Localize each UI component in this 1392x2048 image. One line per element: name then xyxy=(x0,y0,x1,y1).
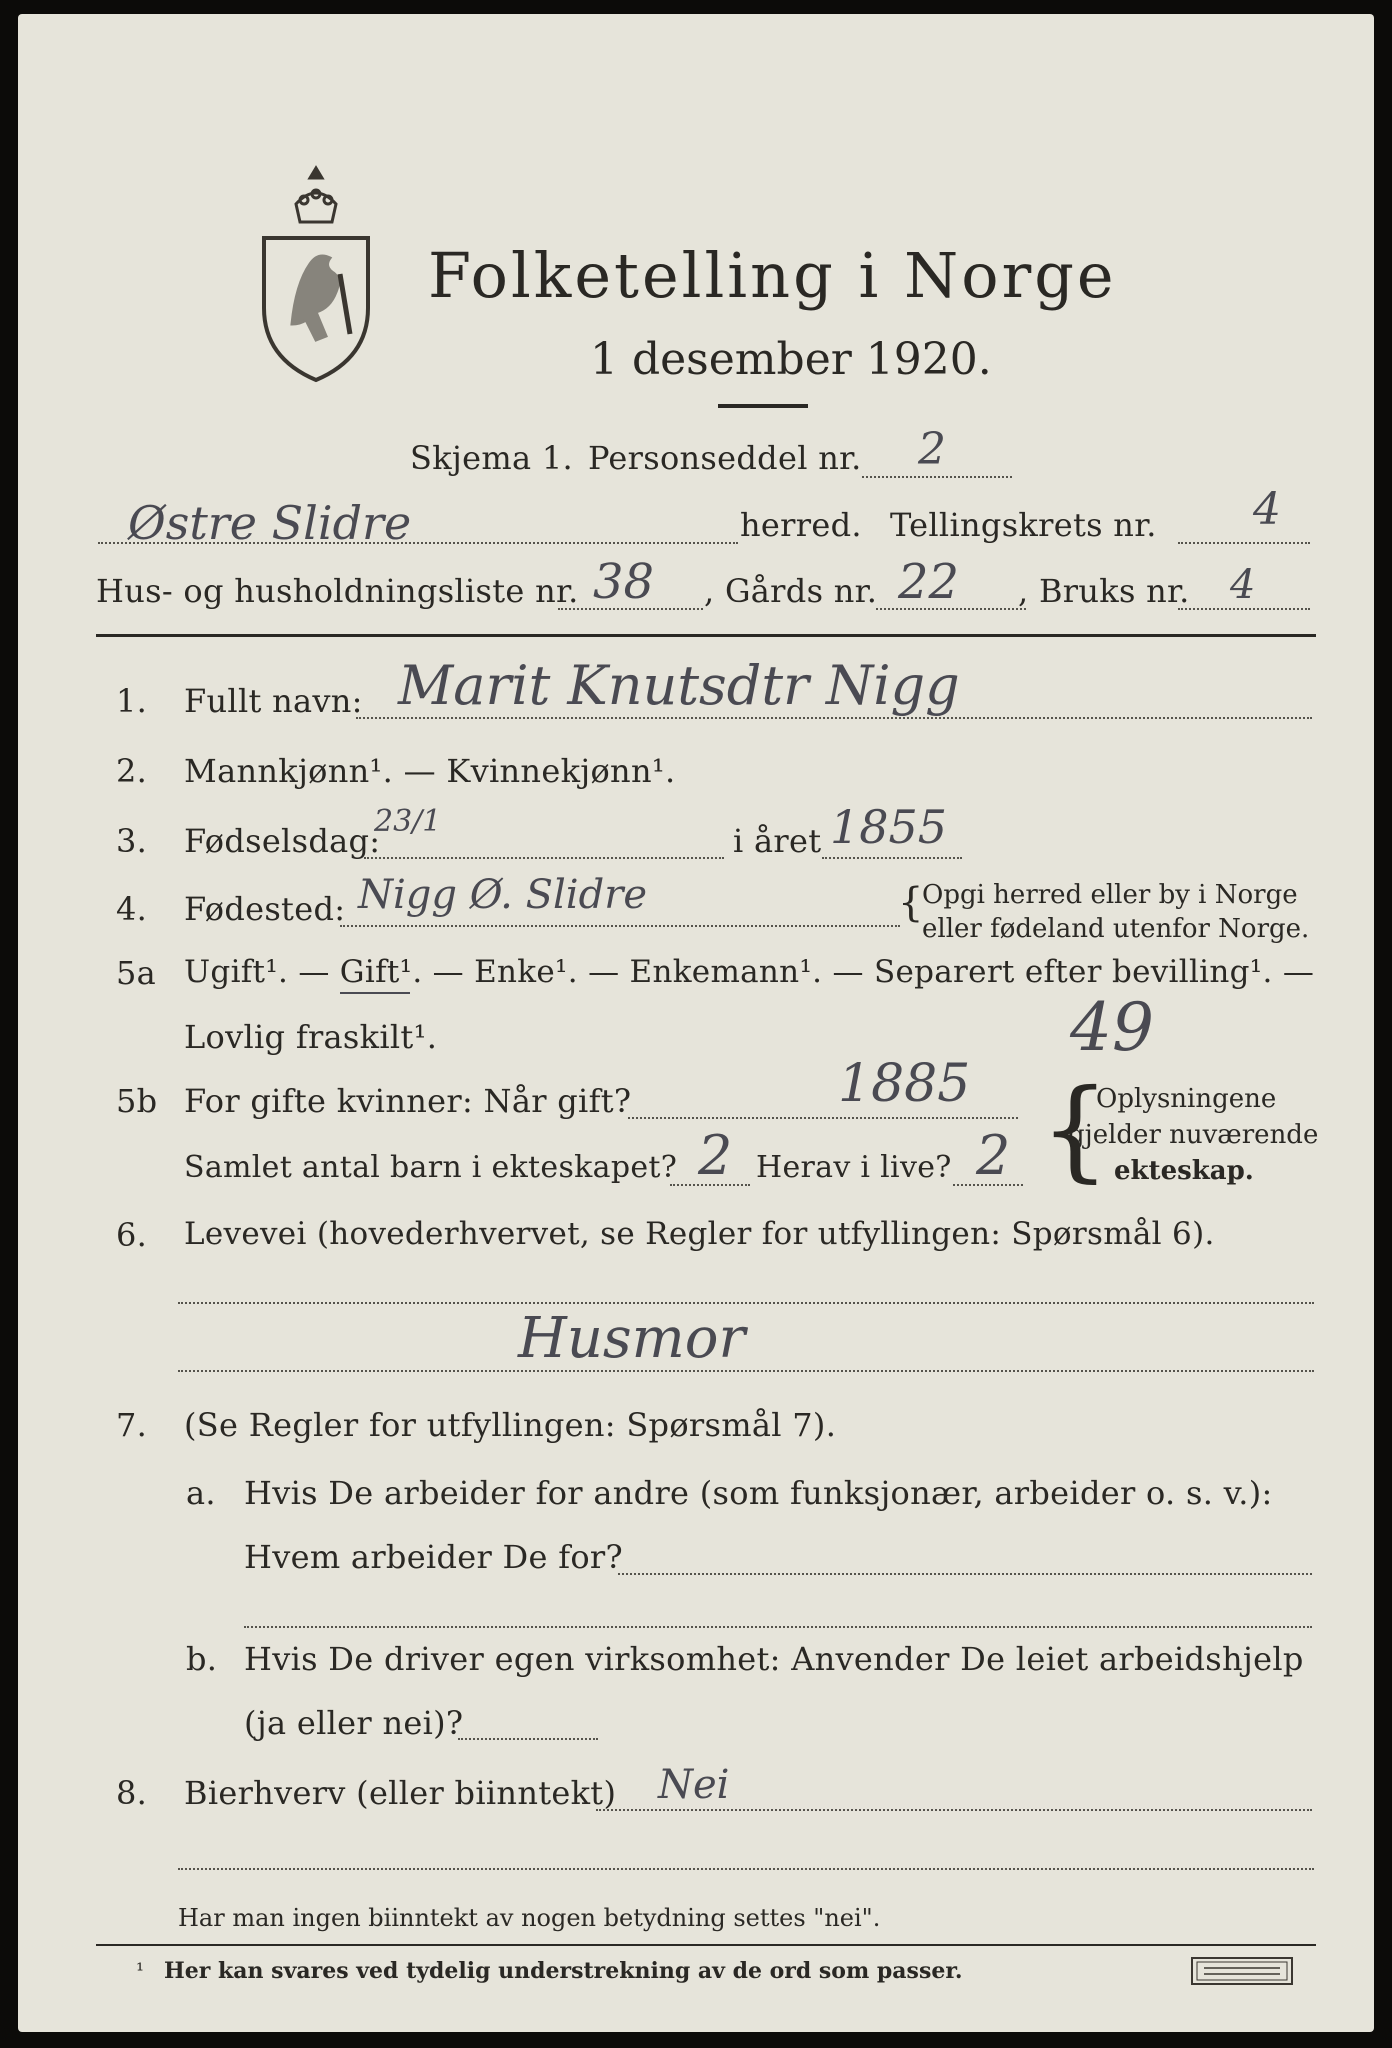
q7a-line-1 xyxy=(618,1573,1312,1575)
q7b-label2: (ja eller nei)? xyxy=(244,1704,464,1742)
q8-label: Bierhverv (eller biinntekt) xyxy=(184,1774,617,1812)
q3-number: 3. xyxy=(116,822,148,860)
children-alive-value[interactable]: 2 xyxy=(976,1124,1011,1187)
birthplace-value[interactable]: Nigg Ø. Slidre xyxy=(358,872,647,918)
q5a-number: 5a xyxy=(116,954,157,992)
bruks-label: , Bruks nr. xyxy=(1018,572,1190,610)
q5b-note-1: Oplysningene xyxy=(1096,1084,1277,1114)
personseddel-label: Personseddel nr. xyxy=(588,439,862,477)
herred-label: herred. xyxy=(740,506,862,544)
q8-number: 8. xyxy=(116,1774,148,1812)
q7b-line xyxy=(458,1738,598,1740)
q5a-label2: Lovlig fraskilt¹. xyxy=(184,1018,438,1056)
tellingskrets-label: Tellingskrets nr. xyxy=(890,506,1157,544)
q3-year-line xyxy=(822,857,962,859)
q5a-label: Ugift¹. — Gift¹. — Enke¹. — Enkemann¹. — Separert efter bevilling¹. — xyxy=(184,954,1315,990)
tellingskrets-value[interactable]: 4 xyxy=(1253,484,1281,535)
q2-number: 2. xyxy=(116,752,148,790)
q5b-line xyxy=(628,1117,1018,1119)
q7a-number: a. xyxy=(186,1474,216,1512)
q8-line-1 xyxy=(596,1809,1312,1811)
header-divider xyxy=(96,634,1316,637)
footer-divider xyxy=(96,1944,1316,1946)
q4-label: Fødested: xyxy=(184,890,346,928)
q6-number: 6. xyxy=(116,1216,148,1254)
form-title: Folketelling i Norge xyxy=(428,239,1117,312)
children-total-value[interactable]: 2 xyxy=(698,1124,733,1187)
census-date: 1 desember 1920. xyxy=(590,334,992,385)
q6-line-1 xyxy=(178,1302,1314,1304)
q5b-note-3: ekteskap. xyxy=(1114,1156,1254,1186)
coat-of-arms-icon xyxy=(256,164,376,384)
q4-brace: { xyxy=(898,880,924,926)
hus-value[interactable]: 38 xyxy=(593,554,655,610)
q7b-number: b. xyxy=(186,1640,218,1678)
personseddel-value[interactable]: 2 xyxy=(918,424,946,475)
q7a-label2: Hvem arbeider De for? xyxy=(244,1538,623,1576)
side-income-value[interactable]: Nei xyxy=(658,1762,730,1808)
q7-number: 7. xyxy=(116,1406,148,1444)
bruks-value[interactable]: 4 xyxy=(1230,562,1256,608)
herred-value[interactable]: Østre Slidre xyxy=(128,496,412,550)
q1-line xyxy=(356,717,1312,719)
q3-line xyxy=(364,857,724,859)
q6-line-2 xyxy=(178,1370,1314,1372)
q3-label: Fødselsdag: xyxy=(184,822,381,860)
title-divider xyxy=(718,404,808,408)
occupation-value[interactable]: Husmor xyxy=(518,1306,746,1371)
q4-line xyxy=(340,925,900,927)
q7-label: (Se Regler for utfyllingen: Spørsmål 7). xyxy=(184,1406,837,1444)
tellingskrets-line xyxy=(1178,542,1310,544)
birth-day-value[interactable]: 23/1 xyxy=(374,804,442,839)
gift-underline xyxy=(340,992,410,994)
q5b-label: For gifte kvinner: Når gift? xyxy=(184,1082,632,1120)
q5b-children-label: Samlet antal barn i ekteskapet? xyxy=(184,1150,678,1185)
q5b-note-2: gjelder nuværende xyxy=(1068,1120,1319,1150)
q4-note-2: eller fødeland utenfor Norge. xyxy=(922,914,1310,944)
q7b-label: Hvis De driver egen virksomhet: Anvender De leiet arbeidshjelp xyxy=(244,1640,1304,1678)
footnote-text: Her kan svares ved tydelig understrekning av de ord som passer. xyxy=(164,1958,963,1984)
birth-year-value[interactable]: 1855 xyxy=(830,800,948,854)
q1-number: 1. xyxy=(116,682,148,720)
q1-label: Fullt navn: xyxy=(184,682,363,720)
q5b-number: 5b xyxy=(116,1082,158,1120)
q5b-brace: { xyxy=(1040,1065,1110,1193)
q7a-label: Hvis De arbeider for andre (som funksjonær, arbeider o. s. v.): xyxy=(244,1474,1273,1512)
gards-label: , Gårds nr. xyxy=(704,572,878,610)
census-form xyxy=(18,14,1374,2032)
q2-label: Mannkjønn¹. — Kvinnekjønn¹. xyxy=(184,752,676,790)
hus-label: Hus- og husholdningsliste nr. xyxy=(96,572,579,610)
q6-label: Levevei (hovederhvervet, se Regler for utfyllingen: Spørsmål 6). xyxy=(184,1216,1215,1252)
gards-value[interactable]: 22 xyxy=(898,554,960,610)
marriage-year-value[interactable]: 1885 xyxy=(838,1054,971,1114)
nei-note: Har man ingen biinntekt av nogen betydning settes "nei". xyxy=(178,1904,881,1932)
personseddel-line xyxy=(862,476,1012,478)
q4-note-1: Opgi herred eller by i Norge xyxy=(922,880,1298,910)
q3-year-label: i året xyxy=(733,822,822,860)
age-note[interactable]: 49 xyxy=(1070,989,1154,1066)
schema-label: Skjema 1. xyxy=(410,439,573,477)
q7a-line-2 xyxy=(244,1626,1312,1628)
footnote-mark: ¹ xyxy=(136,1958,145,1982)
printer-stamp-icon xyxy=(1190,1956,1294,1986)
q8-line-2 xyxy=(178,1868,1314,1870)
bruks-line xyxy=(1178,608,1310,610)
full-name-value[interactable]: Marit Knutsdtr Nigg xyxy=(398,654,960,717)
q4-number: 4. xyxy=(116,890,148,928)
q5b-alive-label: Herav i live? xyxy=(756,1150,952,1185)
